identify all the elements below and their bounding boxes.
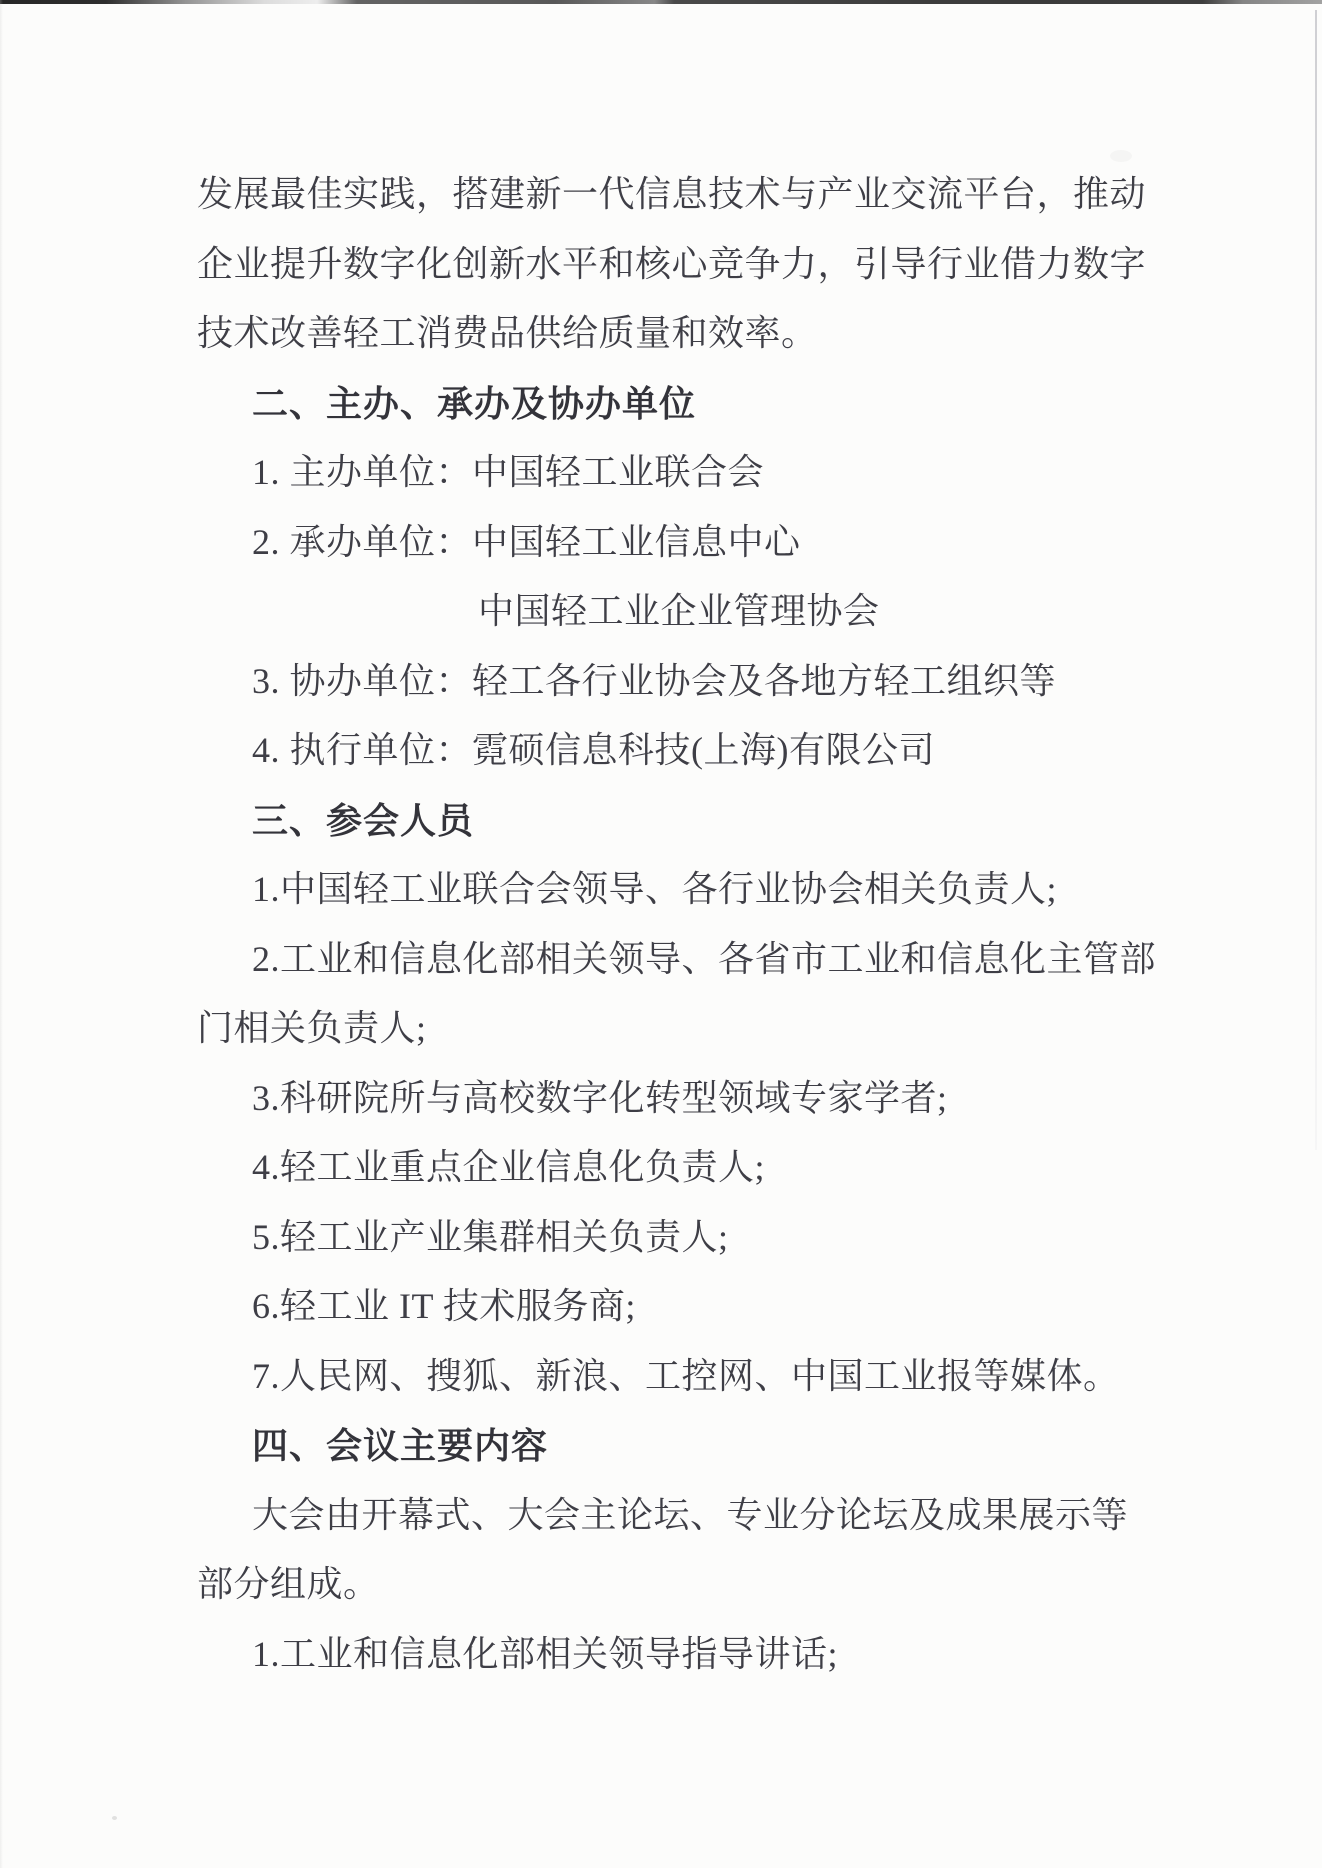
text-line: 1.工业和信息化部相关领导指导讲话;: [252, 1633, 839, 1674]
scan-top-edge-artifact: [0, 0, 1322, 4]
text-line: 中国轻工业企业管理协会: [478, 591, 880, 631]
section-heading: 四、会议主要内容: [252, 1425, 549, 1466]
text-line: 2. 承办单位：中国轻工业信息中心: [252, 521, 801, 562]
text-line: 部分组成。: [197, 1564, 380, 1604]
text-line: 3. 协办单位：轻工各行业协会及各地方轻工组织等: [252, 660, 1057, 701]
scan-speck-artifact: [112, 1816, 117, 1820]
text-line: 1. 主办单位：中国轻工业联合会: [252, 452, 765, 492]
text-line: 5.轻工业产业集群相关负责人;: [252, 1216, 729, 1257]
text-line: 6.轻工业 IT 技术服务商;: [252, 1286, 636, 1326]
section-heading: 二、主办、承办及协办单位: [252, 382, 697, 424]
document-body: [197, 160, 1267, 1689]
text-line: 2.工业和信息化部相关领导、各省市工业和信息化主管部: [252, 938, 1157, 979]
text-line: 大会由开幕式、大会主论坛、专业分论坛及成果展示等: [252, 1494, 1129, 1535]
scan-right-edge-line-artifact: [1315, 10, 1317, 1150]
text-line: 4. 执行单位：霓硕信息科技(上海)有限公司: [252, 730, 935, 770]
text-line: 发展最佳实践，搭建新一代信息技术与产业交流平台，推动: [197, 174, 1147, 214]
text-line: 4.轻工业重点企业信息化负责人;: [252, 1147, 766, 1187]
section-heading: 三、参会人员: [252, 799, 475, 841]
text-line: 7.人民网、搜狐、新浪、工控网、中国工业报等媒体。: [252, 1355, 1120, 1396]
text-line: 1.中国轻工业联合会领导、各行业协会相关负责人;: [252, 869, 1058, 909]
text-line: 3.科研院所与高校数字化转型领域专家学者;: [252, 1077, 948, 1118]
text-line: 门相关负责人;: [197, 1008, 427, 1048]
scan-left-edge-shade-artifact: [0, 0, 3, 1868]
text-line: 技术改善轻工消费品供给质量和效率。: [197, 313, 818, 353]
text-line: 企业提升数字化创新水平和核心竞争力，引导行业借力数字: [197, 243, 1147, 284]
